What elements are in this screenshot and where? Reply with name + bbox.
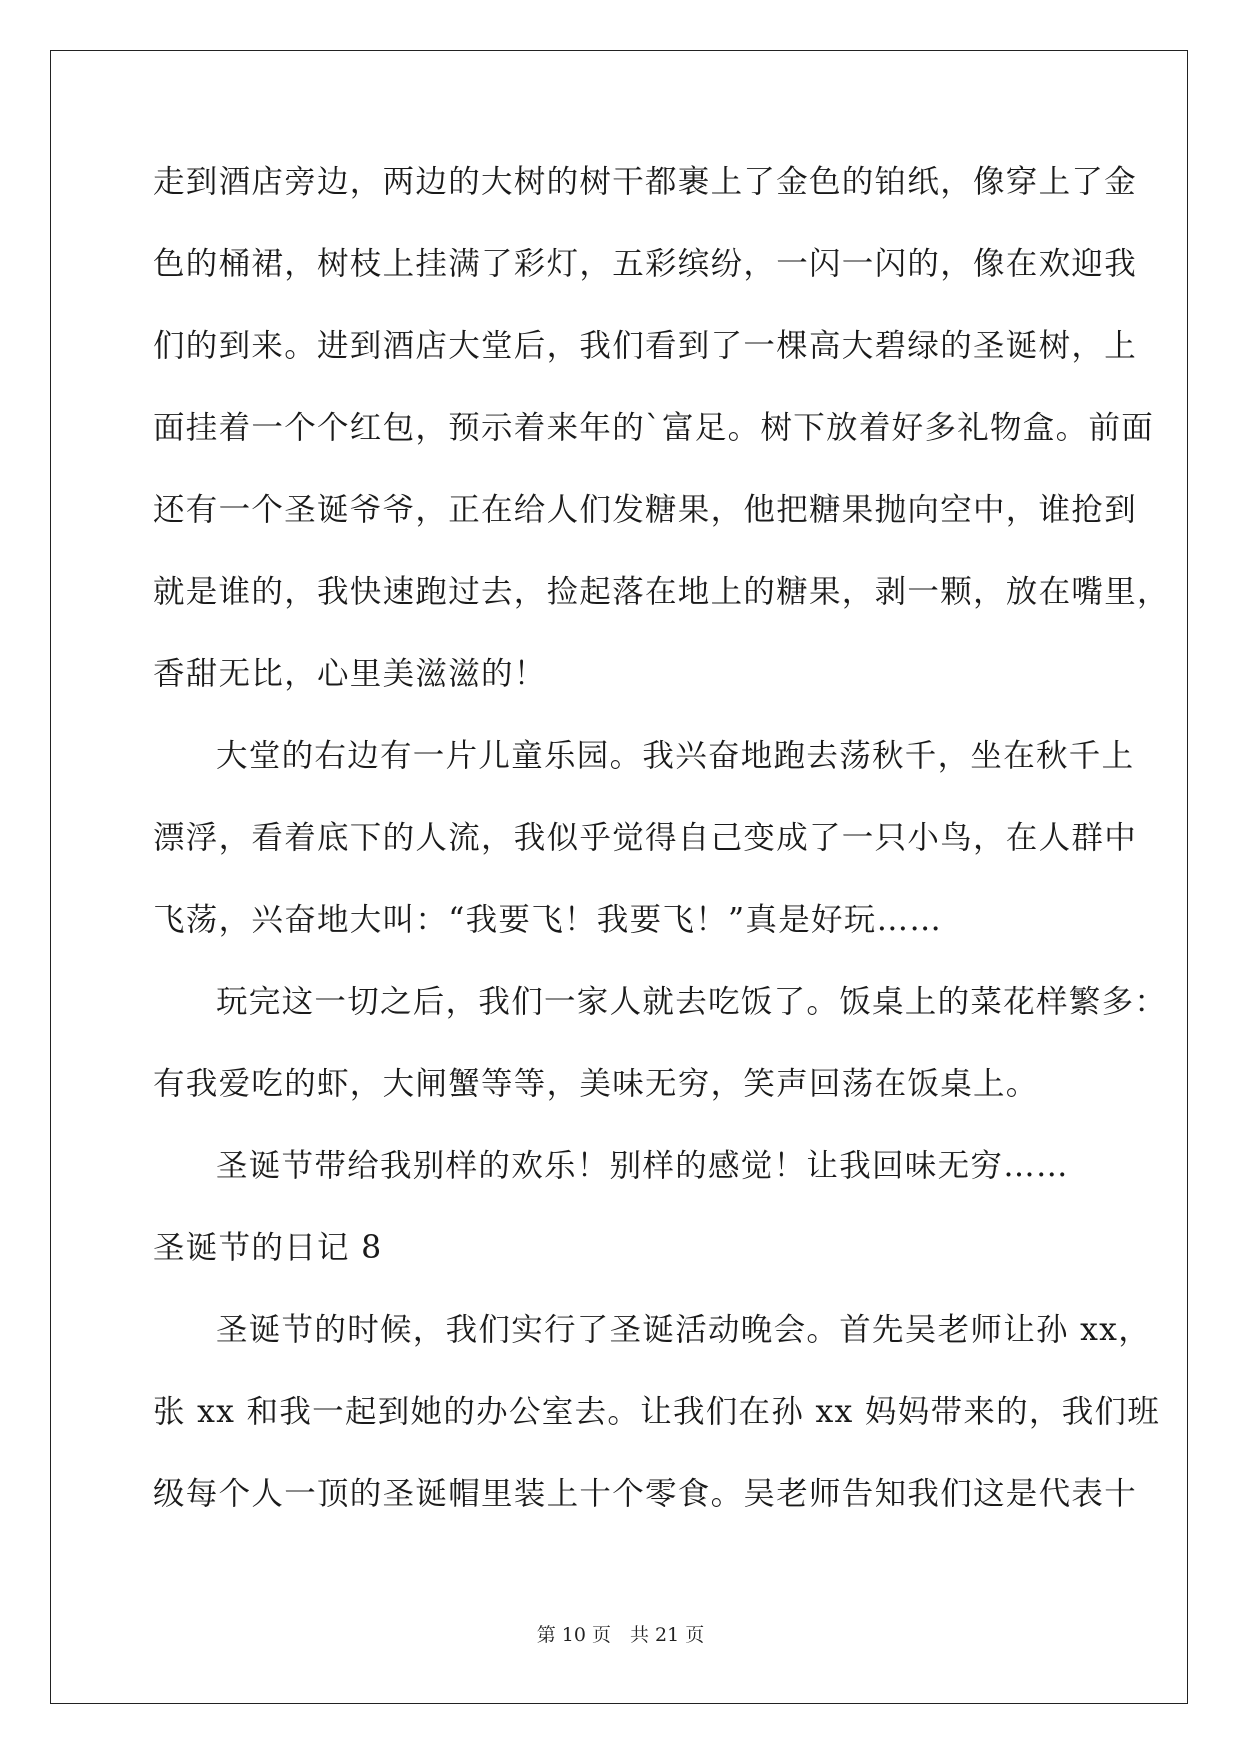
document-body bbox=[153, 158, 1170, 1552]
text-line: 张 xx 和我一起到她的办公室去。让我们在孙 xx 妈妈带来的，我们班 bbox=[153, 1394, 1161, 1430]
paragraph-first-line: 圣诞节的时候，我们实行了圣诞活动晚会。首先吴老师让孙 xx， bbox=[216, 1312, 1152, 1348]
paragraph-first-line: 玩完这一切之后，我们一家人就去吃饭了。饭桌上的菜花样繁多： bbox=[216, 984, 1168, 1020]
text-line: 飞荡，兴奋地大叫：“我要飞！我要飞！”真是好玩…… bbox=[153, 902, 943, 938]
text-line: 香甜无比，心里美滋滋的！ bbox=[153, 656, 547, 692]
paragraph-first-line: 圣诞节带给我别样的欢乐！别样的感觉！让我回味无穷…… bbox=[216, 1148, 1069, 1184]
text-line: 走到酒店旁边，两边的大树的树干都裹上了金色的铂纸，像穿上了金 bbox=[153, 164, 1138, 200]
text-line: 级每个人一顶的圣诞帽里装上十个零食。吴老师告知我们这是代表十 bbox=[153, 1476, 1138, 1512]
text-line: 漂浮，看着底下的人流，我似乎觉得自己变成了一只小鸟，在人群中 bbox=[153, 820, 1138, 856]
text-line: 色的桶裙，树枝上挂满了彩灯，五彩缤纷，一闪一闪的，像在欢迎我 bbox=[153, 246, 1138, 282]
text-line: 就是谁的，我快速跑过去，捡起落在地上的糖果，剥一颗，放在嘴里， bbox=[153, 574, 1170, 610]
text-line: 们的到来。进到酒店大堂后，我们看到了一棵高大碧绿的圣诞树，上 bbox=[153, 328, 1138, 364]
text-line: 有我爱吃的虾，大闸蟹等等，美味无穷，笑声回荡在饭桌上。 bbox=[153, 1066, 1039, 1102]
paragraph-first-line: 大堂的右边有一片儿童乐园。我兴奋地跑去荡秋千，坐在秋千上 bbox=[216, 738, 1135, 774]
text-line: 还有一个圣诞爷爷，正在给人们发糖果，他把糖果抛向空中，谁抢到 bbox=[153, 492, 1138, 528]
page-number-footer: 第 10 页 共 21 页 bbox=[536, 1624, 705, 1646]
text-line: 面挂着一个个红包，预示着来年的`富足。树下放着好多礼物盒。前面 bbox=[153, 410, 1155, 446]
section-heading: 圣诞节的日记 8 bbox=[153, 1230, 383, 1266]
